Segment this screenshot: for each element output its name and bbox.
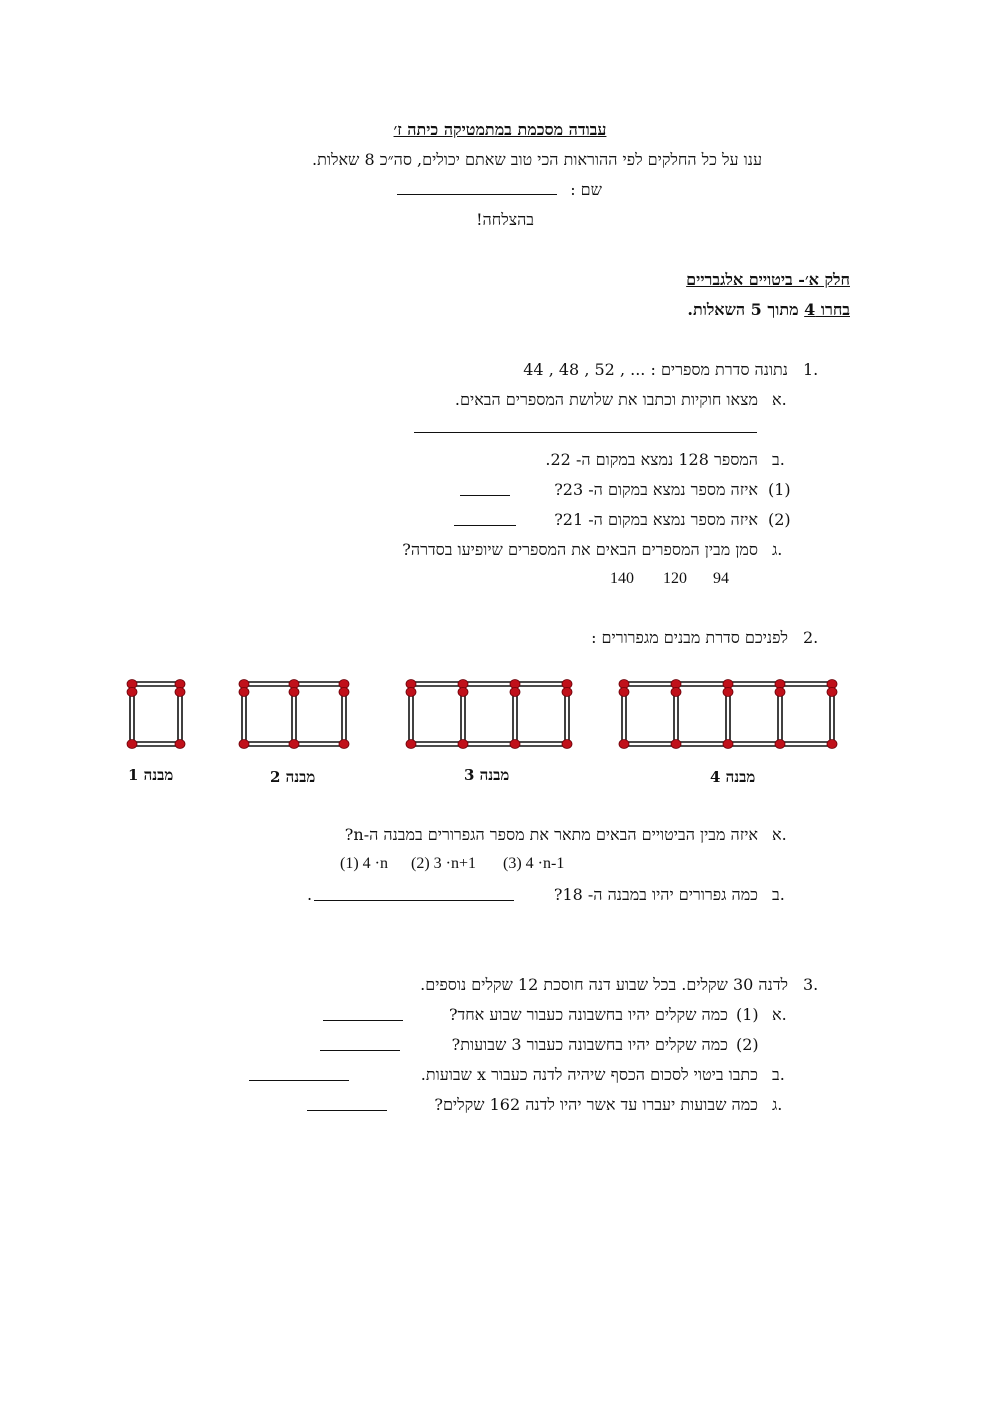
q1b1-number: (1) <box>768 480 791 499</box>
structure-label-3: מבנה 3 <box>464 766 510 784</box>
q3a2-answer-line[interactable] <box>320 1050 400 1051</box>
match-head <box>175 688 185 697</box>
q3a1-number: (1) <box>736 1005 759 1024</box>
q3b-answer-line[interactable] <box>249 1080 349 1081</box>
match-head <box>289 688 299 697</box>
page-title: עבודה מסכמת במתמטיקה כיתה ז׳ <box>393 120 607 139</box>
match-head <box>510 740 520 749</box>
q2-stem: לפניכם סדרת מבנים מגפרורים : <box>591 628 788 647</box>
q3a2-text: כמה שקלים יהיו בחשבונה כעבור 3 שבועות? <box>451 1035 728 1054</box>
choose-post: מתוך 5 השאלות. <box>687 300 805 319</box>
match-head <box>239 688 249 697</box>
match-head <box>289 740 299 749</box>
q1c-option-140[interactable]: 140 <box>610 570 634 587</box>
q3a1-text: כמה שקלים יהיו בחשבונה כעבור שבוע אחד? <box>448 1005 728 1024</box>
choose-num: 4 <box>804 300 816 319</box>
q2a-option-2[interactable]: (2) 3 ·n+1 <box>411 855 477 872</box>
match-head <box>510 688 520 697</box>
q1b-text: המספר 128 נמצא במקום ה- 22. <box>545 450 758 469</box>
q1b-letter: ב. <box>772 450 785 469</box>
name-field[interactable] <box>397 180 557 195</box>
match-head <box>827 740 837 749</box>
match-head <box>127 688 137 697</box>
match-head <box>406 740 416 749</box>
match-head <box>775 740 785 749</box>
q1c-text: סמן מבין המספרים הבאים את המספרים שיופיעו בסדרה? <box>402 540 758 559</box>
q2b-end-period: . <box>307 885 313 904</box>
q1c-letter: ג. <box>772 540 783 559</box>
q1c-option-94[interactable]: 94 <box>713 570 729 587</box>
q3b-text: כתבו ביטוי לסכום הכסף שיהיה לדנה כעבור x שבועות. <box>420 1065 758 1084</box>
q1c-option-120[interactable]: 120 <box>663 570 687 587</box>
match-head <box>458 688 468 697</box>
q1b2-answer-line[interactable] <box>454 525 516 526</box>
q1a-text: מצאו חוקיות וכתבו את שלושת המספרים הבאים. <box>454 390 758 409</box>
q2a-letter: א. <box>772 825 787 844</box>
q2b-letter: ב. <box>772 885 785 904</box>
match-head <box>339 740 349 749</box>
match-head <box>619 688 629 697</box>
match-head <box>723 688 733 697</box>
q3b-letter: ב. <box>772 1065 785 1084</box>
q2a-option-1[interactable]: (1) 4 ·n <box>340 855 388 872</box>
good-luck: בהצלחה! <box>476 210 534 229</box>
q1a-letter: א. <box>772 390 787 409</box>
choose-pre: בחרו <box>815 300 850 319</box>
q3a2-number: (2) <box>736 1035 759 1054</box>
match-head <box>775 688 785 697</box>
match-head <box>175 740 185 749</box>
q2a-text: איזה מבין הביטויים הבאים מתאר את מספר הגפרורים במבנה ה-n? <box>344 825 758 844</box>
q1-number: 1. <box>803 360 819 379</box>
structure-label-2: מבנה 2 <box>270 768 316 786</box>
q1b1-answer-line[interactable] <box>460 495 510 496</box>
q3c-letter: ג. <box>772 1095 783 1114</box>
q1b2-text: איזה מספר נמצא במקום ה- 21? <box>554 510 758 529</box>
match-head <box>827 688 837 697</box>
match-head <box>671 688 681 697</box>
match-head <box>339 688 349 697</box>
q1b1-text: איזה מספר נמצא במקום ה- 23? <box>554 480 758 499</box>
match-head <box>127 740 137 749</box>
part-a-title: חלק א׳- ביטויים אלגבריים <box>686 270 850 289</box>
q2a-option-3[interactable]: (3) 4 ·n-1 <box>503 855 565 872</box>
q1b2-number: (2) <box>768 510 791 529</box>
q2b-text: כמה גפרורים יהיו במבנה ה- 18? <box>553 885 758 904</box>
match-head <box>562 740 572 749</box>
instructions: ענו על כל החלקים לפי ההוראות הכי טוב שאתם יכולים, סה״כ 8 שאלות. <box>312 150 762 169</box>
q3a1-answer-line[interactable] <box>323 1020 403 1021</box>
part-a-choose <box>687 300 850 320</box>
match-head <box>723 740 733 749</box>
q3c-answer-line[interactable] <box>307 1110 387 1111</box>
q3-number: 3. <box>803 975 819 994</box>
q3-stem: לדנה 30 שקלים. בכל שבוע דנה חוסכת 12 שקלים נוספים. <box>420 975 788 994</box>
match-head <box>406 688 416 697</box>
match-head <box>671 740 681 749</box>
match-head <box>239 740 249 749</box>
structure-label-4: מבנה 4 <box>710 768 756 786</box>
q2-number: 2. <box>803 628 819 647</box>
match-head <box>458 740 468 749</box>
match-head <box>562 688 572 697</box>
name-label: שם : <box>570 180 602 199</box>
name-line <box>397 180 602 200</box>
q2b-answer-line[interactable] <box>314 900 514 901</box>
matchstick-figures <box>0 660 1000 760</box>
structure-label-1: מבנה 1 <box>128 766 174 784</box>
match-head <box>619 740 629 749</box>
q1-stem: נתונה סדרת מספרים : ... , 52 , 48 , 44 <box>523 360 788 379</box>
q1a-answer-line[interactable] <box>414 432 757 433</box>
q3a-letter: א. <box>772 1005 787 1024</box>
q3c-text: כמה שבועות יעברו עד אשר יהיו לדנה 162 שקלים? <box>434 1095 758 1114</box>
